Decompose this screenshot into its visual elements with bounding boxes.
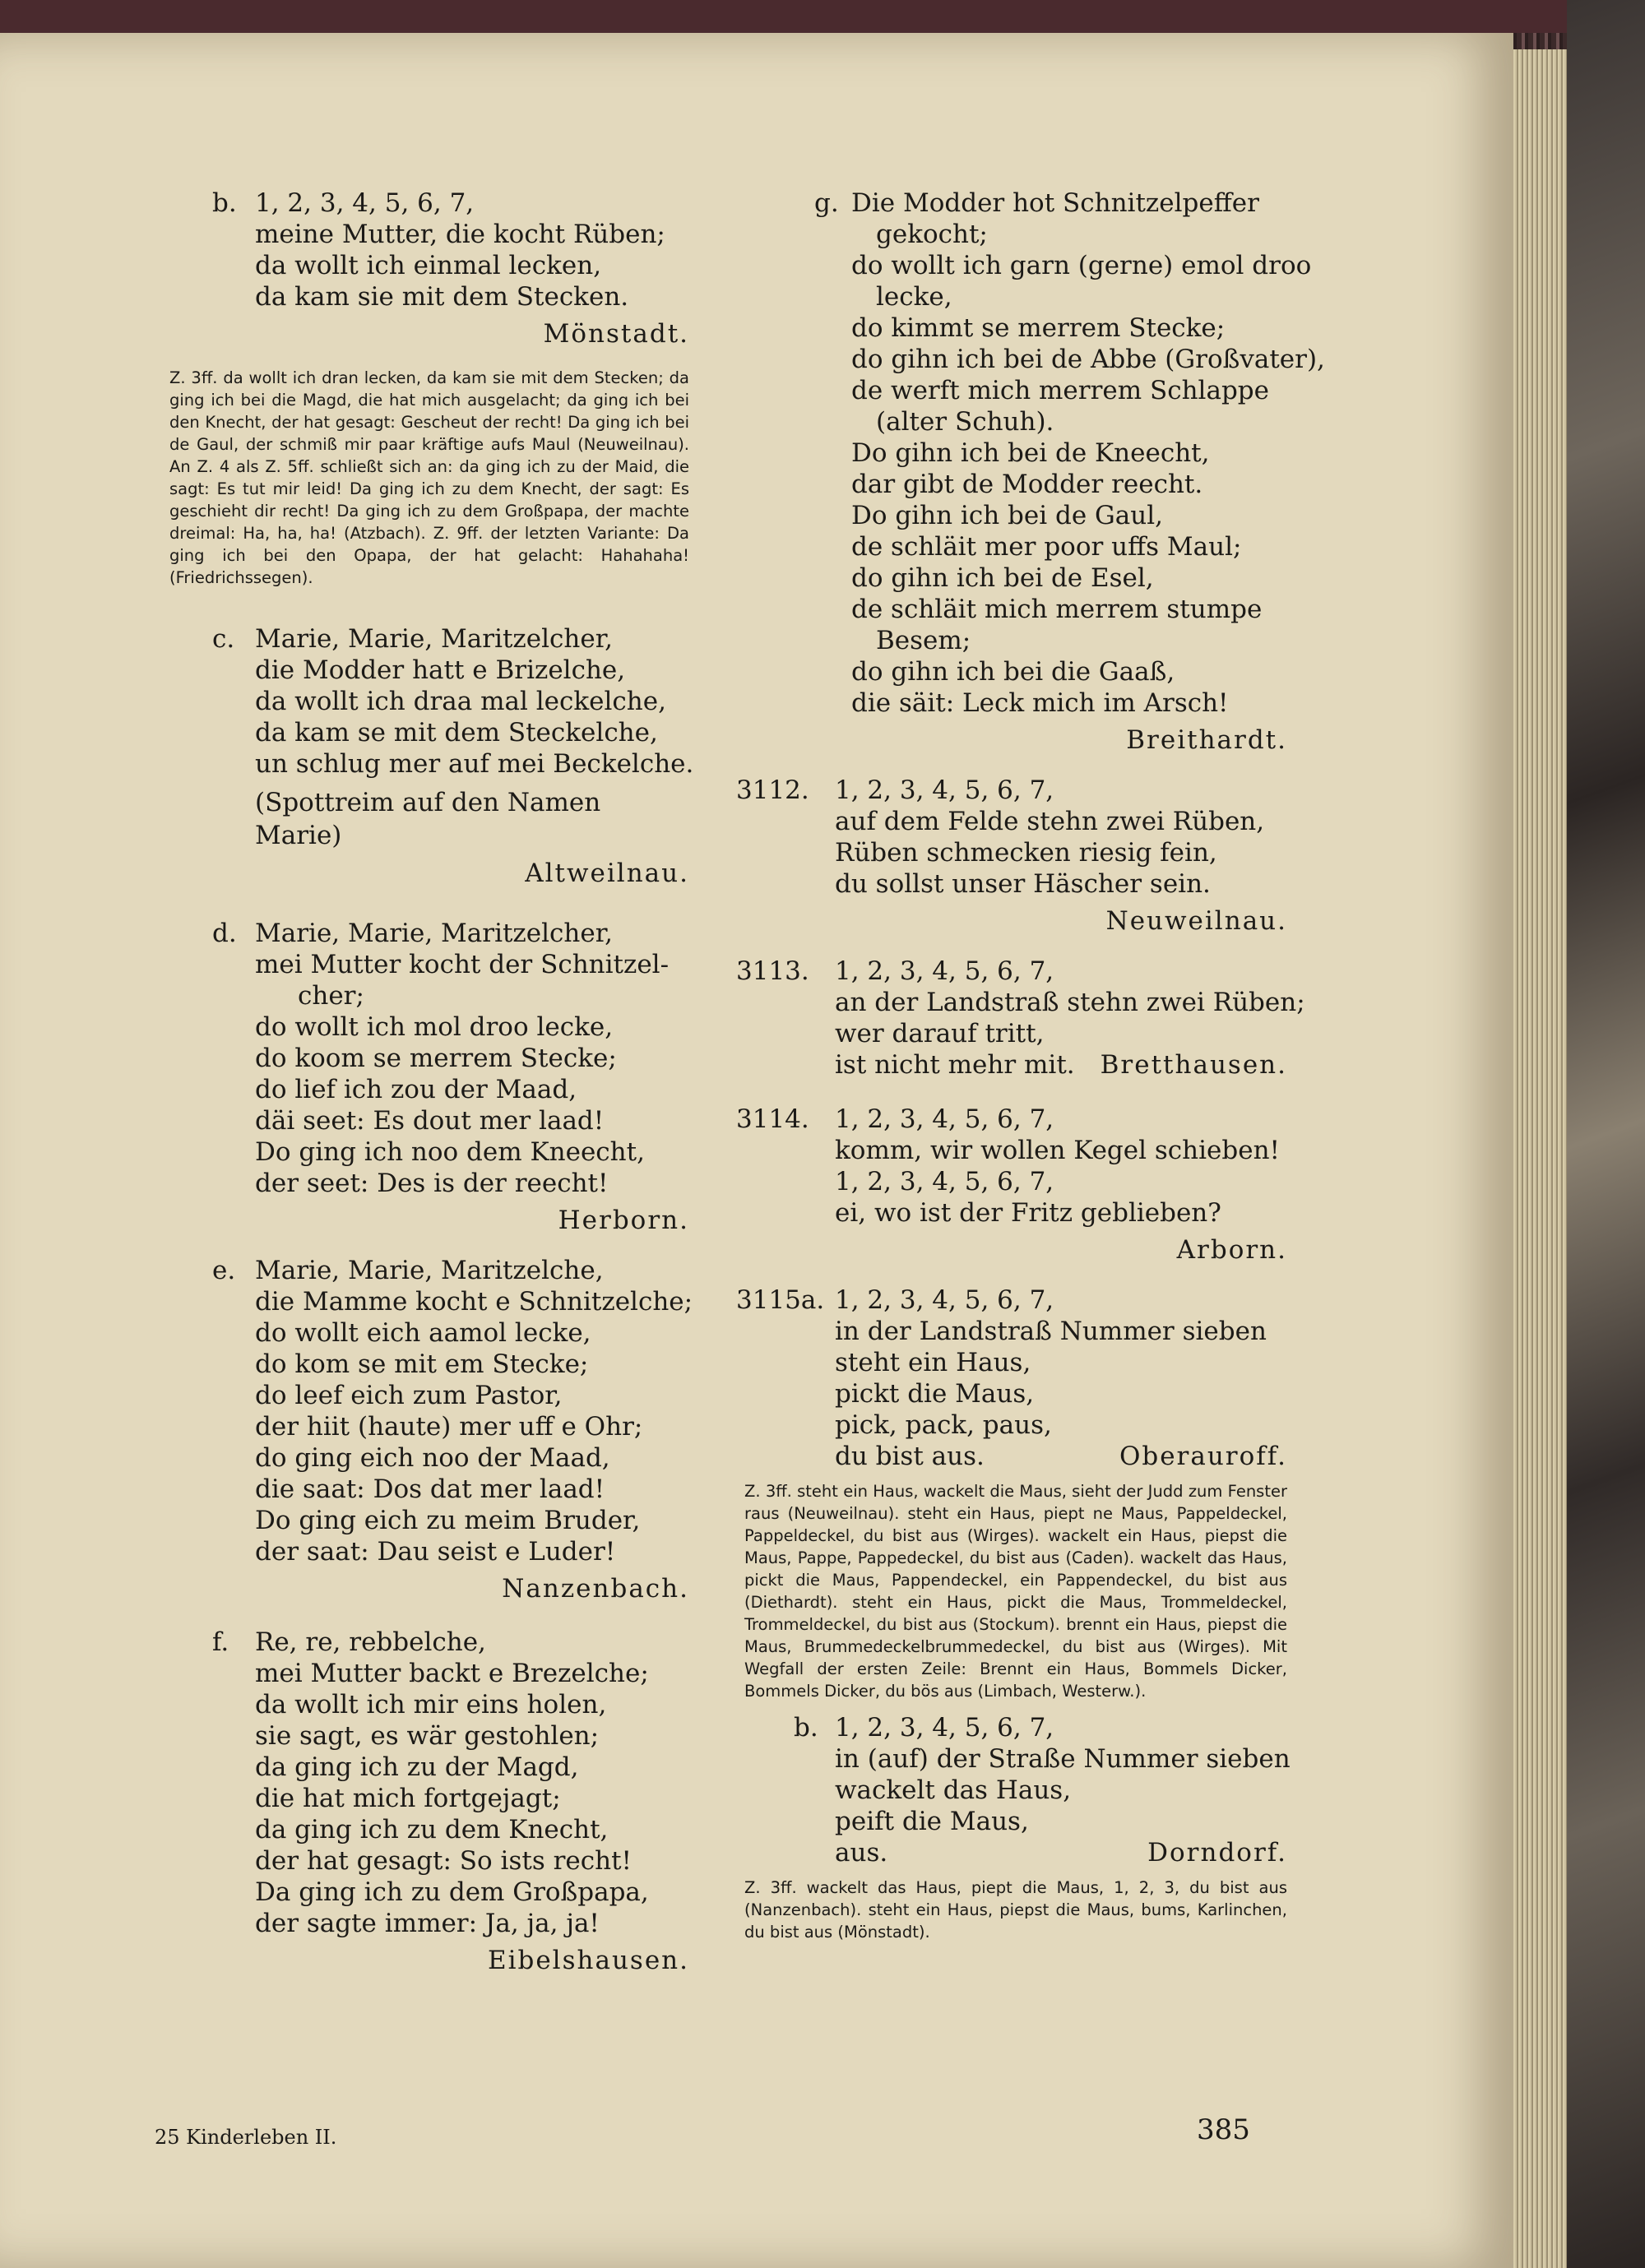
poem-line: die Modder hatt e Brizelche, [255,655,626,685]
poem-line: Do ging ich noo dem Kneecht, [255,1137,645,1167]
place-name: Herborn. [558,1206,689,1235]
entry-3115b [744,1712,1291,1943]
poem-line: peift die Maus, [835,1807,1029,1836]
poem-line: sie sagt, es wär gestohlen; [255,1721,600,1751]
poem-line: 1, 2, 3, 4, 5, 6, 7, [835,956,1054,986]
poem-line: die Mamme kocht e Schnitzelche; [255,1287,693,1317]
entry-marker: g. [814,188,839,218]
poem-line [835,1837,1287,1868]
variant-note: Z. 3ff. wackelt das Haus, piept die Maus, 1, 2, 3, du bist aus (Nanzenbach). steht ein Haus, piepst die Maus, bums, Karlinchen, du bist aus (Mönstadt). [744,1878,1287,1942]
poem-line: der hat gesagt: So ists recht! [255,1846,633,1876]
poem-line: do gihn ich bei de Abbe (Großvater), [851,345,1325,374]
poem-line: du sollst unser Häscher sein. [835,869,1211,899]
poem-line: steht ein Haus, [835,1348,1031,1377]
poem [744,1284,1287,1472]
poem [744,956,1305,1081]
poem-line: die säit: Leck mich im Arsch! [851,688,1229,718]
place-name: Oberauroff. [1119,1442,1287,1471]
poem [744,1104,1287,1229]
variant-note: Z. 3ff. steht ein Haus, wackelt die Maus, sieht der Judd zum Fenster raus (Neuweilnau). steht ein Haus, piept ne Maus, Pappeldeckel, Pappeldeckel, du bist aus (Wirges). wackelt ein Haus, piepst die Maus, Pappe, Pappedeckel, du bist aus (Caden). wackelt das Haus, pickt die Maus, Pappendeckel, ein Pappendeckel, du bist aus (Diethardt). steht ein Haus, pickt die Maus, Trommeldeckel, Trommeldeckel, du bist aus (Stockum). brennt ein Haus, piepst die Maus, Brummedeckelbrummedeckel, du bist aus (Wirges). Mit Wegfall der ersten Zeile: Brennt ein Haus, Bommels Dicker, Bommels Dicker, du bös aus (Limbach, Westerw.). [744,1482,1287,1701]
poem-line: Marie, Marie, Maritzelcher, [255,919,613,948]
poem-line: da wollt ich draa mal leckelche, [255,687,666,716]
poem [212,187,689,312]
entry-number: 3114. [736,1104,809,1134]
entry-g [744,187,1325,757]
poem-line: do lief ich zou der Maad, [255,1075,577,1104]
poem-line: die hat mich fortgejagt; [255,1784,561,1813]
place-name: Neuweilnau. [1105,906,1287,936]
page-number: 385 [1197,2113,1250,2146]
poem-line: ei, wo ist der Fritz geblieben? [835,1198,1221,1228]
poem-line: mei Mutter backt e Brezelche; [255,1659,649,1688]
poem-line: meine Mutter, die kocht Rüben; [255,220,665,249]
poem-line: do leef eich zum Pastor, [255,1381,563,1410]
place-name: Dorndorf. [1147,1838,1287,1868]
place-name: Bretthausen. [1100,1050,1287,1080]
marbled-cover [1567,0,1645,2268]
poem [744,187,1325,719]
poem-line: mei Mutter kocht der Schnitzel- [255,950,670,979]
entry-3113 [736,956,1305,1081]
entry-3115a [736,1284,1287,1702]
variant-note: Z. 3ff. da wollt ich dran lecken, da kam sie mit dem Stecken; da ging ich bei die Magd, die hat mich ausgelacht; da ging ich bei den Knecht, der hat gesagt: Gescheut der recht! Da ging ich bei de Gaul, der schmiß mir paar kräftige aufs Maul (Neuweilnau). An Z. 4 als Z. 5ff. schließt sich an: da ging ich zu der Maid, die sagt: Es tut mir leid! Da ging ich zu dem Knecht, der sagt: Es geschieht dir recht! Da ging ich zu dem Großpapa, der machte dreimal: Ha, ha, ha! (Atzbach). Z. 9ff. der letzten Variante: Da ging ich bei den Opapa, der hat gelacht: Hahahaha! (Friedrichssegen). [169,368,689,587]
entry-3112 [736,775,1287,937]
poem-line: in (auf) der Straße Nummer sieben [835,1744,1291,1774]
poem-line: der seet: Des is der reecht! [255,1169,609,1198]
poem [212,918,689,1199]
poem-line: Do gihn ich bei de Kneecht, [851,438,1210,468]
poem-line: de schläit mer poor uffs Maul; [851,532,1242,562]
place-name: Breithardt. [1126,725,1287,755]
entry-marker: f. [212,1627,229,1657]
poem-line: däi seet: Es dout mer laad! [255,1106,605,1136]
poem-line: komm, wir wollen Kegel schieben! [835,1136,1281,1165]
poem-line: do kimmt se merrem Stecke; [851,313,1226,343]
poem-line: 1, 2, 3, 4, 5, 6, 7, [835,775,1054,805]
place-name: Altweilnau. [525,859,689,888]
entry-marker: b. [794,1713,818,1743]
poem-line: Marie, Marie, Maritzelche, [255,1256,604,1285]
poem-line: 1, 2, 3, 4, 5, 6, 7, [835,1713,1054,1743]
poem-line: Do ging eich zu meim Bruder, [255,1506,641,1535]
entry-c [212,623,694,890]
entry-3114 [736,1104,1287,1266]
place-name: Mönstadt. [543,319,689,349]
poem [212,1255,693,1567]
poem [212,1627,689,1939]
poem-line: 1, 2, 3, 4, 5, 6, 7, [835,1104,1054,1134]
poem-line: da wollt ich mir eins holen, [255,1690,607,1720]
poem-line: pick, pack, paus, [835,1410,1052,1440]
poem-line: Re, re, rebbelche, [255,1627,486,1657]
place-name: Nanzenbach. [502,1574,689,1604]
poem-line: cher; [298,981,364,1011]
poem-line: da ging ich zu dem Knecht, [255,1815,609,1844]
poem [744,1712,1291,1868]
entry-number: 3112. [736,775,809,805]
right-column [736,187,1325,1943]
entry-d [212,918,689,1237]
poem-line: do koom se merrem Stecke; [255,1044,617,1073]
poem-line: da ging ich zu der Magd, [255,1752,579,1782]
poem-line: 1, 2, 3, 4, 5, 6, 7, [835,1167,1054,1196]
poem-line: lecke, [876,282,952,312]
poem-line: pickt die Maus, [835,1379,1035,1409]
poem-line: do kom se mit em Stecke; [255,1349,589,1379]
poem-line: an der Landstraß stehn zwei Rüben; [835,988,1305,1017]
poem-line: do wollt eich aamol lecke, [255,1318,591,1348]
poem-line: un schlug mer auf mei Beckelche. [255,749,694,779]
book-page [0,33,1513,2268]
entry-marker: d. [212,919,237,948]
poem [744,775,1287,900]
entry-number: 3115a. [736,1285,825,1315]
printer-signature: 25 Kinderleben II. [155,2126,337,2149]
poem-line [835,1049,1287,1081]
poem-line: Die Modder hot Schnitzelpeffer [851,188,1259,218]
poem-line: do ging eich noo der Maad, [255,1443,610,1473]
entry-f [212,1627,689,1977]
poem-line: de werft mich merrem Schlappe [851,376,1269,405]
place-name: Arborn. [1176,1235,1287,1265]
poem-line: der sagte immer: Ja, ja, ja! [255,1909,600,1938]
poem-line: gekocht; [876,220,988,249]
poem-line: Rüben schmecken riesig fein, [835,838,1217,868]
entry-number: 3113. [736,956,809,986]
poem-line: in der Landstraß Nummer sieben [835,1317,1267,1346]
poem-line: da wollt ich einmal lecken, [255,251,602,280]
poem-line: der saat: Dau seist e Luder! [255,1537,616,1567]
poem-line: Besem; [876,626,971,655]
poem-line: die saat: Dos dat mer laad! [255,1474,605,1504]
poem-line: Marie, Marie, Maritzelcher, [255,624,613,654]
poem-line: da kam se mit dem Steckelche, [255,718,658,748]
poem-line: do gihn ich bei die Gaaß, [851,657,1175,687]
poem-line: der hiit (haute) mer uff e Ohr; [255,1412,643,1442]
poem-last-line: ist nicht mehr mit. [835,1050,1075,1080]
remark: (Spottreim auf den Namen Marie) [255,788,601,850]
entry-marker: e. [212,1256,236,1285]
poem-line: wackelt das Haus, [835,1775,1072,1805]
poem-line: do wollt ich mol droo lecke, [255,1012,614,1042]
poem-line: do wollt ich garn (gerne) emol droo [851,251,1312,280]
poem-line: Do gihn ich bei de Gaul, [851,501,1163,530]
poem [212,623,694,780]
left-column [169,187,694,1977]
entry-e [212,1255,693,1605]
place-name: Eibelshausen. [487,1946,689,1975]
entry-marker: c. [212,624,235,654]
poem-last-line: aus. [835,1838,888,1868]
poem-line: 1, 2, 3, 4, 5, 6, 7, [255,188,475,218]
poem-line: da kam sie mit dem Stecken. [255,282,629,312]
poem-line: auf dem Felde stehn zwei Rüben, [835,807,1265,836]
poem-line: dar gibt de Modder reecht. [851,470,1203,499]
entry-b [169,187,689,589]
poem-last-line: du bist aus. [835,1442,985,1471]
poem-line: wer darauf tritt, [835,1019,1045,1048]
poem-line [835,1441,1287,1472]
poem-line: Da ging ich zu dem Großpapa, [255,1877,649,1907]
poem-line: de schläit mich merrem stumpe [851,595,1263,624]
poem-line: 1, 2, 3, 4, 5, 6, 7, [835,1285,1054,1315]
poem-line: (alter Schuh). [876,407,1054,437]
page-edges [1505,49,1575,2268]
entry-marker: b. [212,188,237,218]
poem-line: do gihn ich bei de Esel, [851,563,1154,593]
